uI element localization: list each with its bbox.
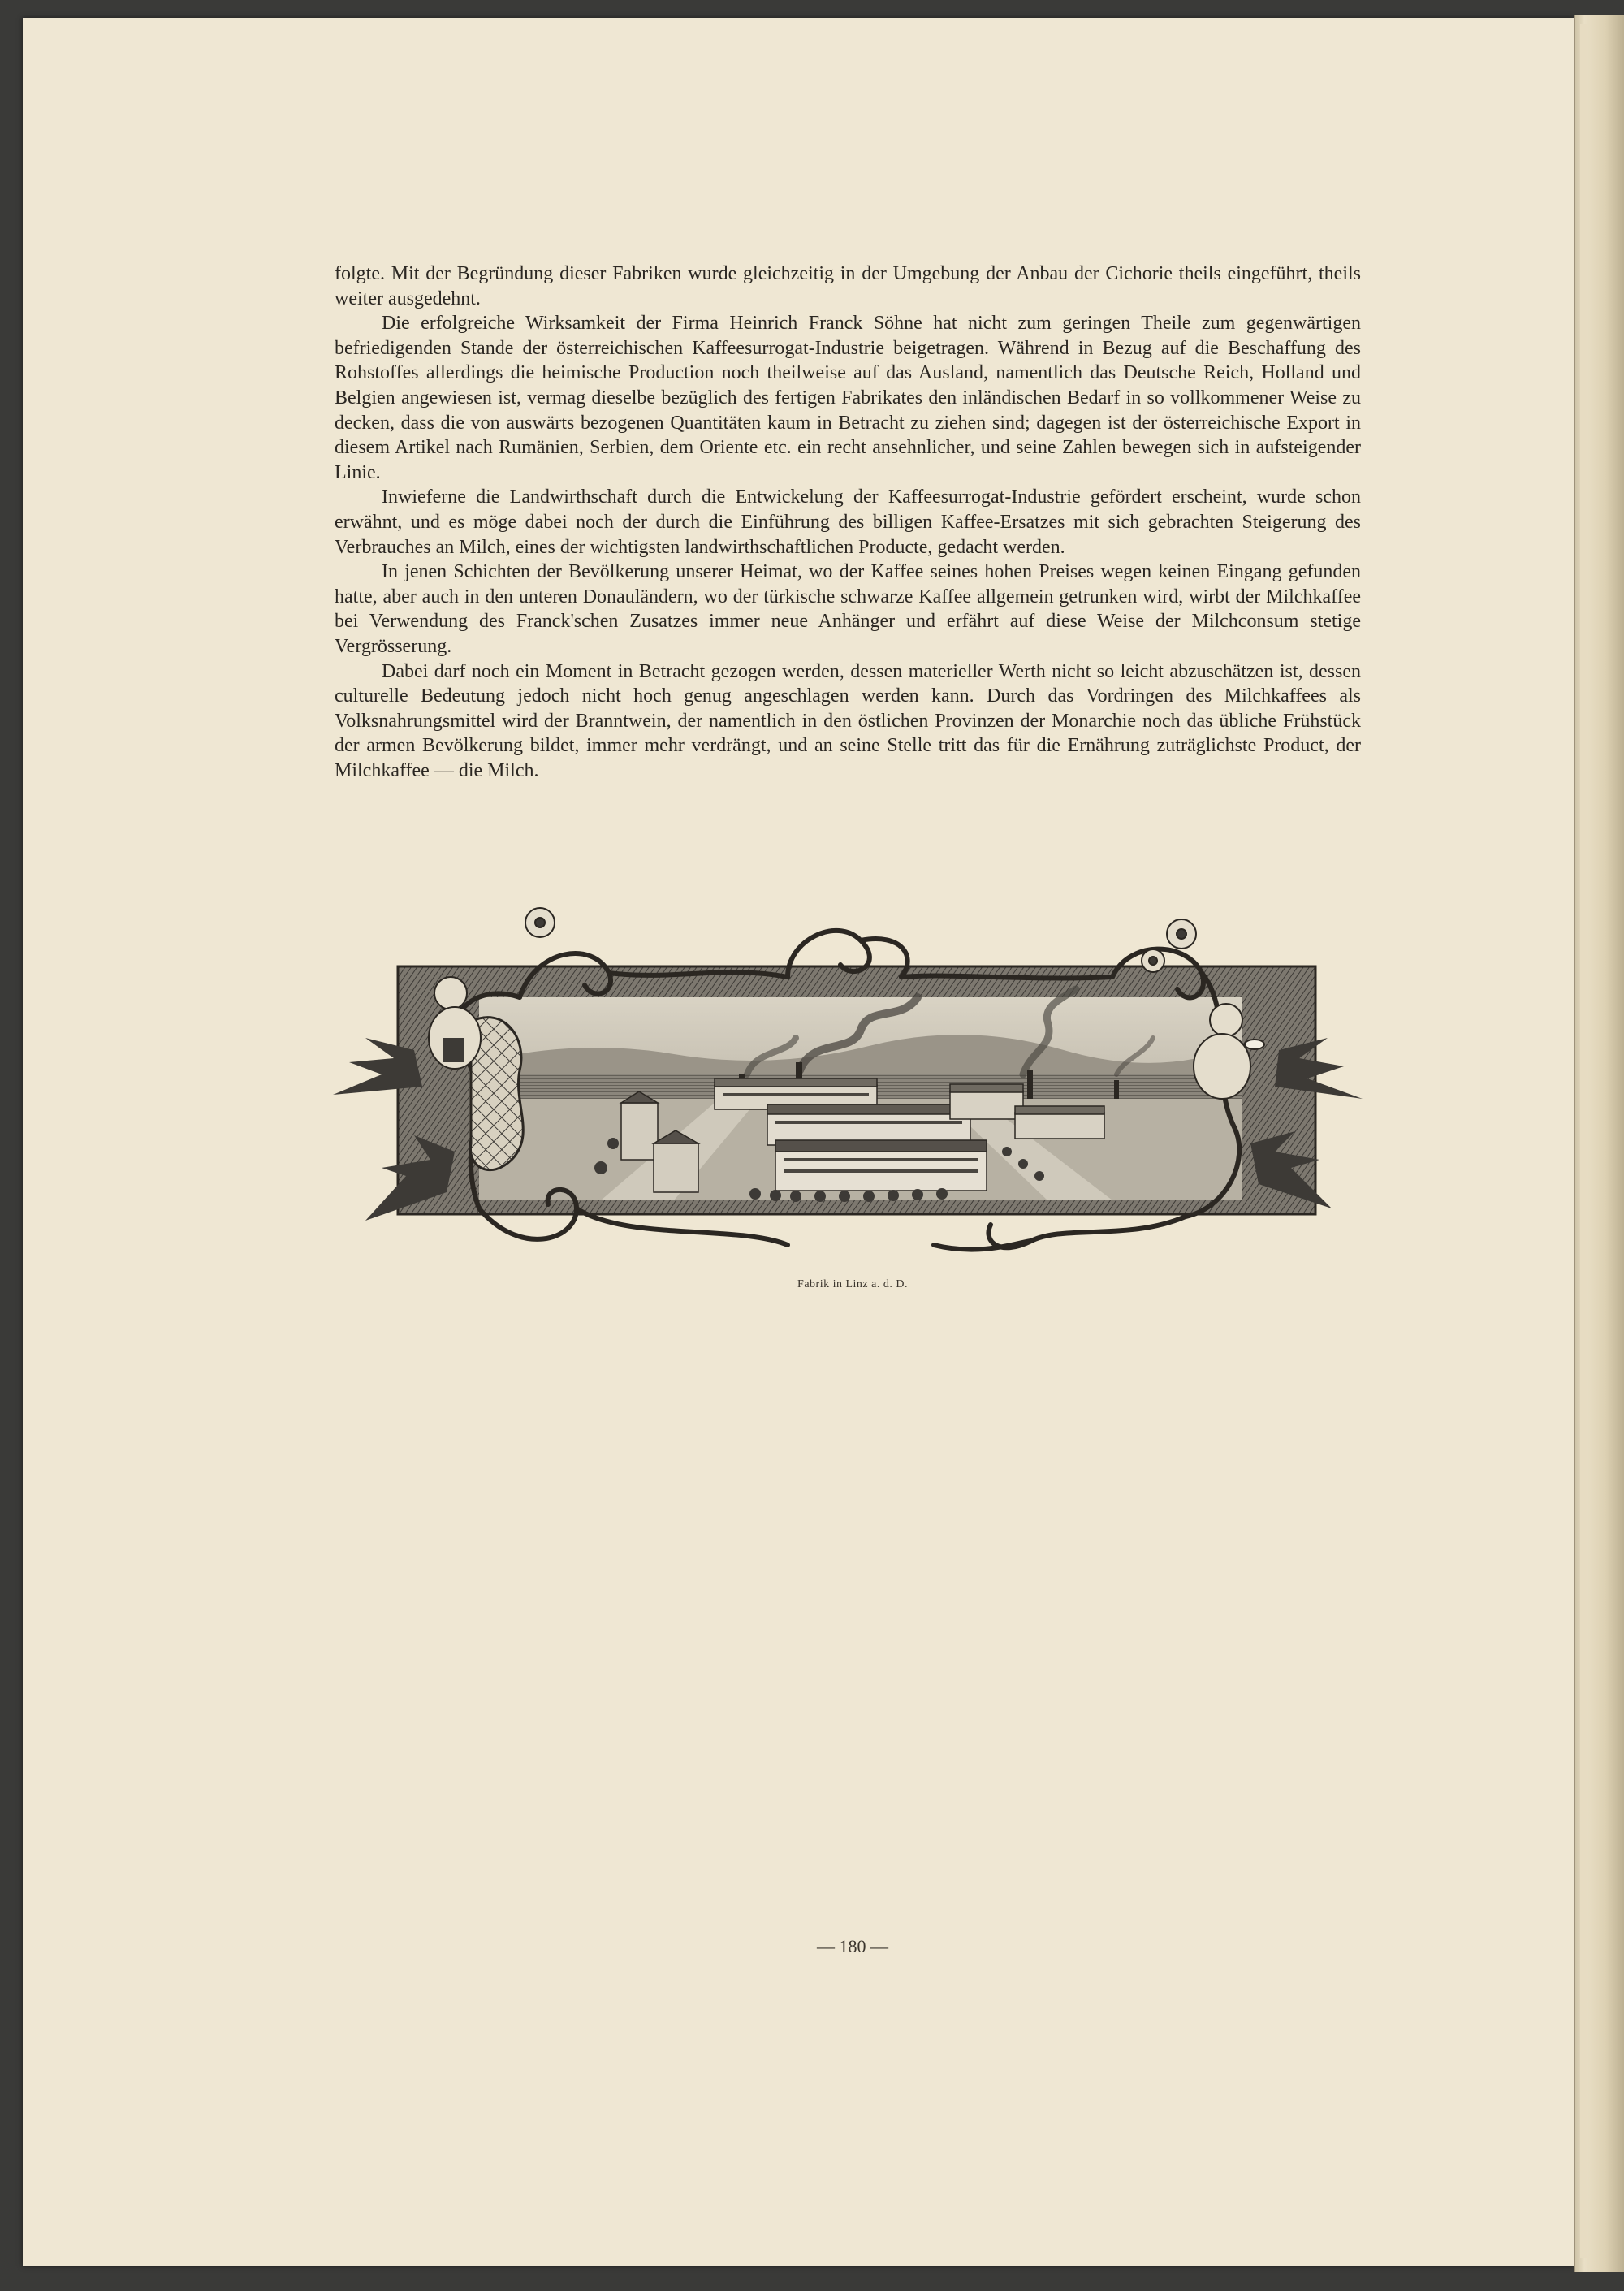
body-text (335, 262, 1361, 783)
factory-engraving-illustration (333, 900, 1363, 1269)
paragraph-1: folgte. Mit der Begründung dieser Fabriken wurde gleichzeitig in der Umgebung der Anbau der Cichorie theils eingeführt, theils weiter ausgedehnt. (335, 263, 1361, 309)
paragraph-5: Dabei darf noch ein Moment in Betracht gezogen werden, dessen materieller Werth nicht so leicht abzuschätzen ist, dessen culturelle Bedeutung jedoch nicht hoch genug angeschlagen werden kann. Durch das Vordringen des Milchkaffees als Volksnahrungsmittel wird der Branntwein, der namentlich in den östlichen Provinzen der Monarchie noch das übliche Frühstück der armen Bevölkerung bildet, immer mehr verdrängt, und an seine Stelle tritt das für die Ernährung zuträglichste Product, der Milchkaffee — die Milch. (335, 660, 1361, 781)
paragraph-2: Die erfolgreiche Wirksamkeit der Firma Heinrich Franck Söhne hat nicht zum geringen Theile zum gegenwärtigen befriedigenden Stande der österreichischen Kaffeesurrogat-Industrie beigetragen. Während in Bezug auf die Beschaffung des Rohstoffes allerdings die heimische Production noch theilweise auf das Ausland, namentlich das Deutsche Reich, Holland und Belgien angewiesen ist, vermag dieselbe bezüglich des fertigen Fabrikates den inländischen Bedarf in so vollkommener Weise zu decken, dass die von auswärts bezogenen Quantitäten kaum in Betracht zu ziehen sind; dagegen ist der österreichische Export in diesem Artikel nach Rumänien, Serbien, dem Oriente etc. ein recht ansehnlicher, und seine Zahlen bewegen sich in aufsteigender Linie. (335, 313, 1361, 483)
engraving-svg (333, 900, 1363, 1269)
paragraph-3: Inwieferne die Landwirthschaft durch die Entwickelung der Kaffeesurrogat-Industrie gefördert erscheint, wurde schon erwähnt, und es möge dabei noch der durch die Einführung des billigen Kaffee-Ersatzes mit sich gebrachten Steigerung des Verbrauches an Milch, eines der wichtigsten landwirthschaftlichen Producte, gedacht werden. (335, 486, 1361, 558)
figure-caption: Fabrik in Linz a. d. D. (797, 1278, 908, 1290)
book-page-edge-inner (1580, 24, 1587, 2258)
paragraph-4: In jenen Schichten der Bevölkerung unserer Heimat, wo der Kaffee seines hohen Preises wegen keinen Eingang gefunden hatte, aber auch in den unteren Donauländern, wo der türkische schwarze Kaffee allgemein getrunken wird, wirbt der Milchkaffee bei Verwendung des Franck'schen Zusatzes immer neue Anhänger und erfährt auf diese Weise der Milchconsum stetige Vergrösserung. (335, 561, 1361, 657)
page-number: — 180 — (817, 1936, 888, 1956)
